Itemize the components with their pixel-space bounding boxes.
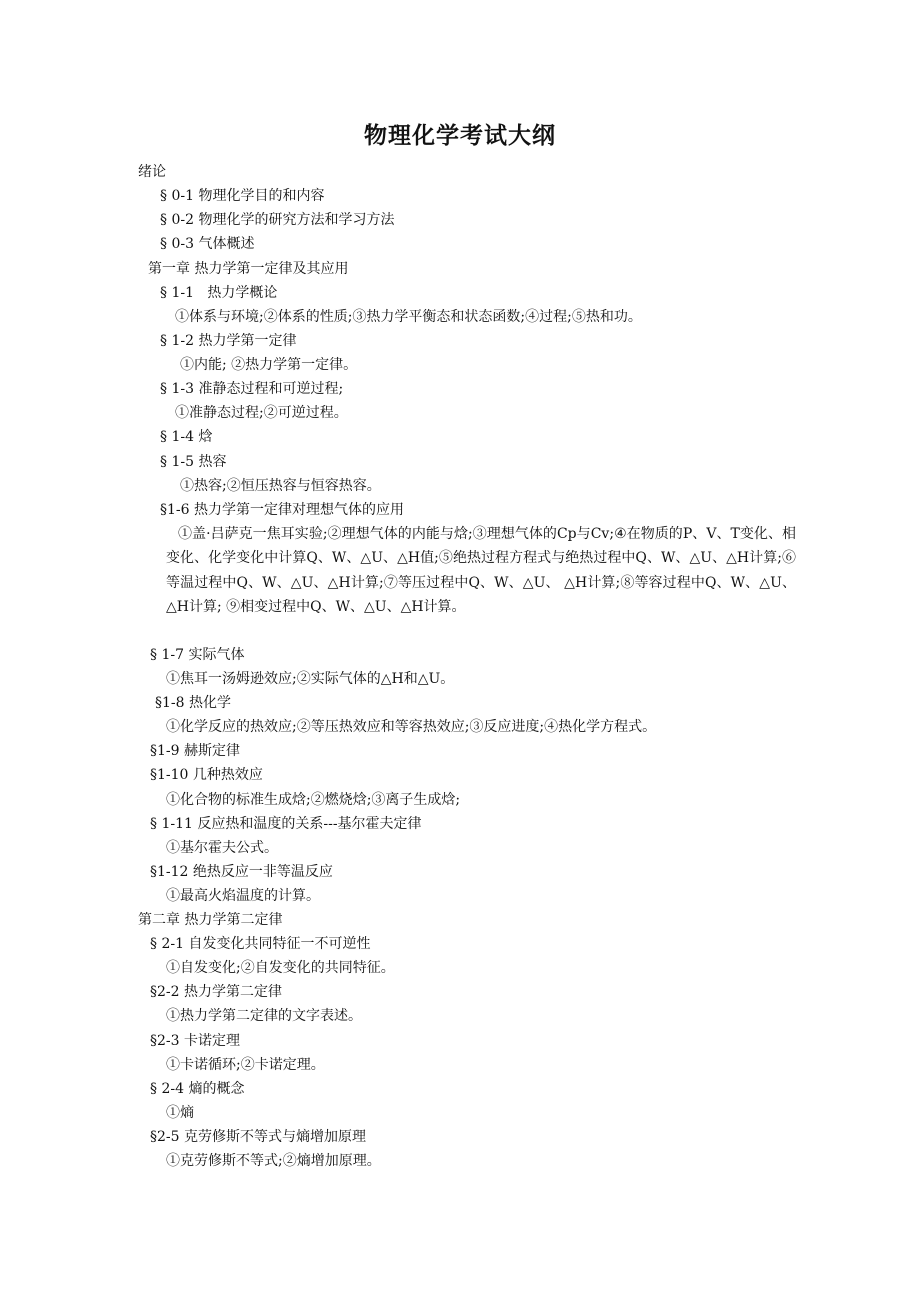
section-2-5: §2-5 克劳修斯不等式与熵增加原理 — [150, 1129, 366, 1145]
section-1-12-items: ①最高火焰温度的计算。 — [166, 888, 320, 904]
section-1-12: §1-12 绝热反应一非等温反应 — [150, 864, 333, 880]
section-1-2: § 1-2 热力学第一定律 — [160, 333, 297, 349]
section-1-2-items: ①内能; ②热力学第一定律。 — [180, 357, 358, 373]
section-1-11: § 1-11 反应热和温度的关系---基尔霍夫定律 — [150, 816, 422, 832]
section-1-6-items: ①盖·吕萨克一焦耳实验;②理想气体的内能与焓;③理想气体的Cp与Cv;④在物质的P、V、T变化、相变化、化学变化中计算Q、W、△U、△H值;⑤绝热过程方程式与绝热过程中Q、W、△U、△H计算;⑥等温过程中Q、W、△U、△H计算;⑦等压过程中Q、W、△U、 △H计算;⑧等容过程中Q、W、△U、△H计算; ⑨相变过程中Q、W、△U、△H计算。 — [166, 526, 796, 616]
section-1-1: § 1-1 热力学概论 — [160, 285, 278, 301]
section-1-4: § 1-4 焓 — [160, 429, 213, 445]
section-1-11-items: ①基尔霍夫公式。 — [166, 840, 278, 856]
section-1-8: §1-8 热化学 — [155, 695, 231, 711]
section-1-1-items: ①体系与环境;②体系的性质;③热力学平衡态和状态函数;④过程;⑤热和功。 — [175, 309, 642, 325]
document-title: 物理化学考试大纲 — [364, 123, 556, 149]
heading-intro: 绪论 — [138, 164, 166, 180]
section-2-3: §2-3 卡诺定理 — [150, 1033, 240, 1049]
section-0-1: § 0-1 物理化学目的和内容 — [160, 188, 325, 204]
section-1-5-items: ①热容;②恒压热容与恒容热容。 — [180, 478, 381, 494]
section-1-7-items: ①焦耳一汤姆逊效应;②实际气体的△H和△U。 — [166, 671, 455, 687]
section-1-10: §1-10 几种热效应 — [150, 767, 263, 783]
section-2-1-items: ①自发变化;②自发变化的共同特征。 — [166, 960, 395, 976]
section-1-3: § 1-3 准静态过程和可逆过程; — [160, 381, 344, 397]
section-0-3: § 0-3 气体概述 — [160, 236, 255, 252]
section-1-5: § 1-5 热容 — [160, 454, 227, 470]
section-2-4-items: ①熵 — [166, 1105, 194, 1121]
section-1-8-items: ①化学反应的热效应;②等压热效应和等容热效应;③反应进度;④热化学方程式。 — [166, 719, 657, 735]
section-1-6: §1-6 热力学第一定律对理想气体的应用 — [160, 502, 404, 518]
section-2-4: § 2-4 熵的概念 — [150, 1081, 245, 1097]
section-1-10-items: ①化合物的标准生成焓;②燃烧焓;③离子生成焓; — [166, 792, 461, 808]
chapter-2-heading: 第二章 热力学第二定律 — [138, 912, 283, 928]
section-2-2-items: ①热力学第二定律的文字表述。 — [166, 1008, 362, 1024]
section-1-3-items: ①准静态过程;②可逆过程。 — [175, 405, 348, 421]
section-1-9: §1-9 赫斯定律 — [150, 743, 240, 759]
chapter-1-heading: 第一章 热力学第一定律及其应用 — [148, 261, 349, 277]
section-1-7: § 1-7 实际气体 — [150, 647, 245, 663]
section-2-5-items: ①克劳修斯不等式;②熵增加原理。 — [166, 1153, 381, 1169]
section-2-1: § 2-1 自发变化共同特征一不可逆性 — [150, 936, 371, 952]
section-0-2: § 0-2 物理化学的研究方法和学习方法 — [160, 212, 395, 228]
section-2-3-items: ①卡诺循环;②卡诺定理。 — [166, 1057, 325, 1073]
section-2-2: §2-2 热力学第二定律 — [150, 984, 282, 1000]
